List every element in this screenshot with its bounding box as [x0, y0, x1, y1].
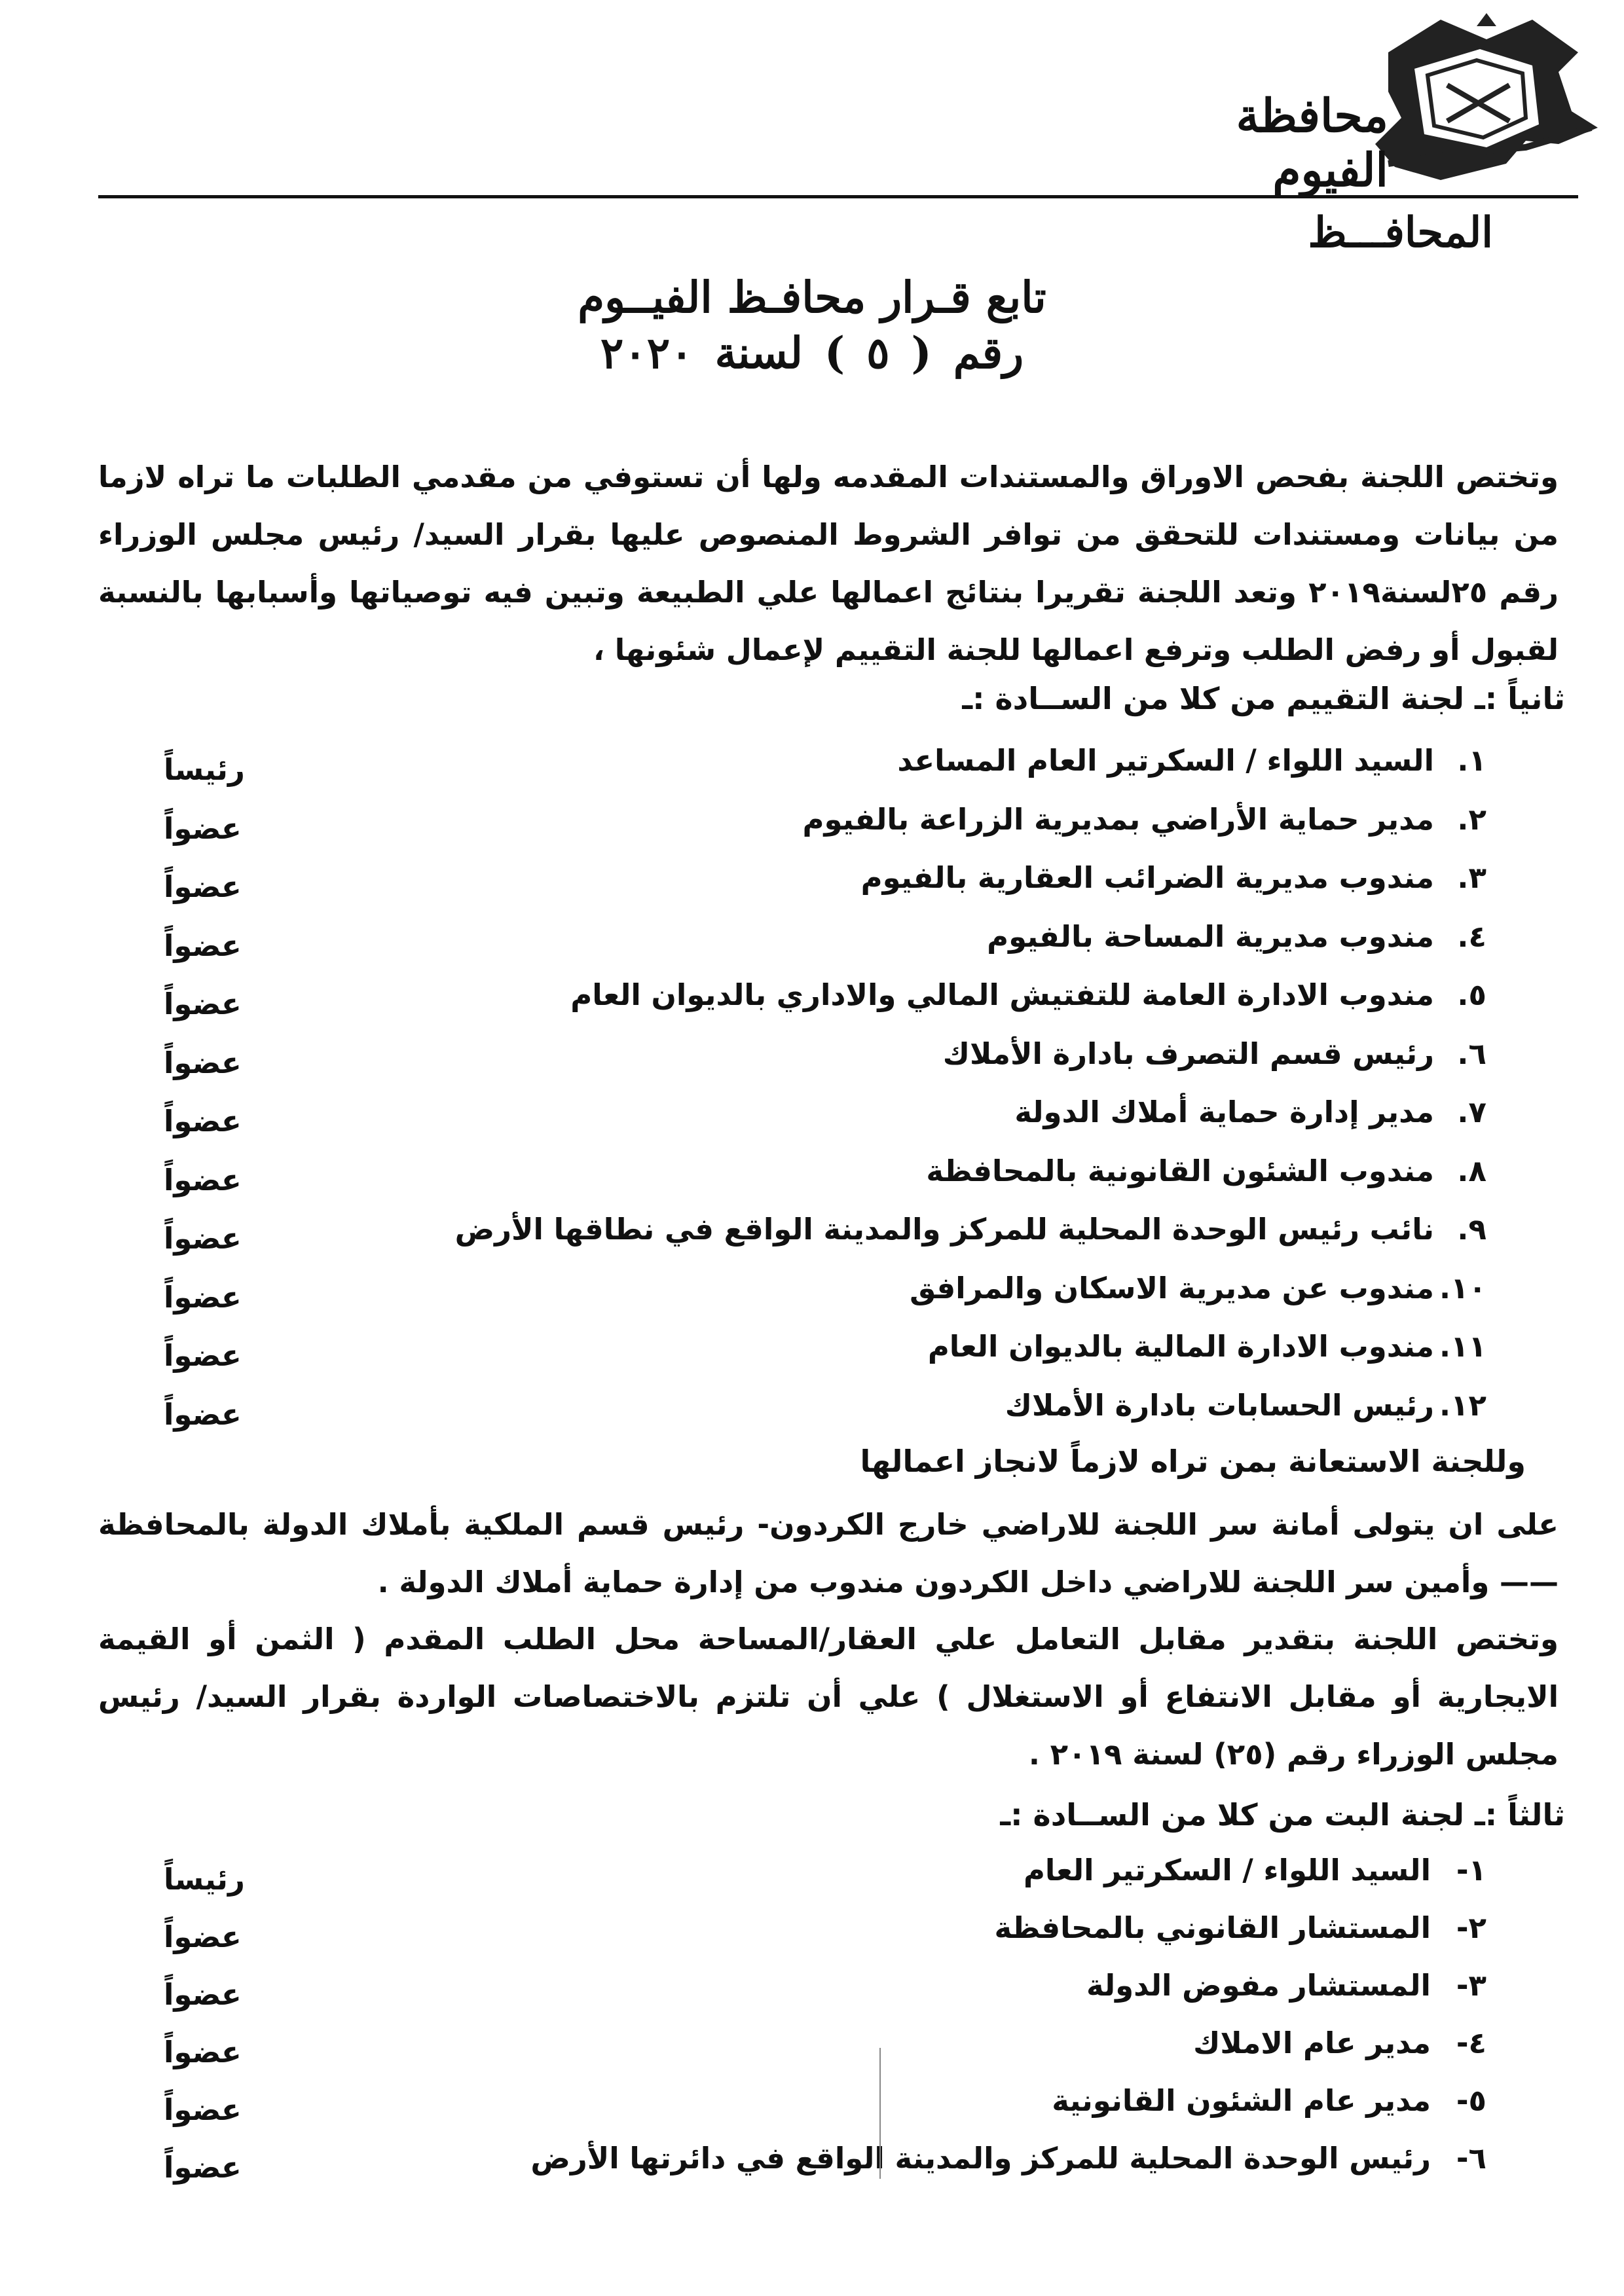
committee-member-row	[164, 1329, 1486, 1388]
committee-member-row	[164, 2026, 1486, 2085]
member-title: السيد اللواء / السكرتير العام	[1023, 1853, 1431, 1887]
member-role: عضواً	[164, 1221, 242, 1256]
member-role: عضواً	[164, 2035, 242, 2069]
member-number: ٤-	[1456, 2026, 1486, 2060]
member-title: مندوب الادارة العامة للتفتيش المالي والاداري بالديوان العام	[570, 977, 1434, 1012]
member-title: المستشار مفوض الدولة	[1086, 1968, 1431, 2003]
committee-member-row	[164, 1095, 1486, 1154]
member-title: مدير عام الاملاك	[1193, 2026, 1431, 2060]
member-number: ٦-	[1456, 2141, 1486, 2176]
scan-artifact-line	[879, 2048, 881, 2179]
committee-member-row	[164, 1853, 1486, 1912]
committee-member-row	[164, 1271, 1486, 1330]
committee-member-row	[164, 2141, 1486, 2200]
member-title: السيد اللواء / السكرتير العام المساعد	[897, 743, 1434, 778]
secretariat-paragraph: على ان يتولى أمانة سر اللجنة للاراضي خارج الكردون- رئيس قسم الملكية بأملاك الدولة بالمحافظة —— وأمين سر اللجنة للاراضي داخل الكردون مندوب من إدارة حماية أملاك الدولة .	[98, 1507, 1559, 1599]
member-role: عضواً	[164, 1045, 242, 1080]
governorate-logo-icon	[1362, 13, 1604, 190]
member-title: نائب رئيس الوحدة المحلية للمركز والمدينة الواقع في نطاقها الأرض	[454, 1212, 1434, 1247]
member-number: ١١.	[1439, 1329, 1486, 1364]
member-number: ٨.	[1457, 1153, 1486, 1188]
member-role: عضواً	[164, 1104, 242, 1139]
member-number: ٣.	[1457, 860, 1486, 895]
member-number: ١-	[1456, 1853, 1486, 1887]
member-number: ١٠.	[1439, 1270, 1486, 1305]
committee-member-row	[164, 977, 1486, 1036]
member-title: رئيس الوحدة المحلية للمركز والمدينة الواقع في دائرتها الأرض	[530, 2141, 1431, 2176]
member-title: مندوب عن مديرية الاسكان والمرافق	[910, 1270, 1434, 1305]
decree-number: رقم ( ٥ ) لسنة ٢٠٢٠	[600, 327, 1024, 378]
member-number: ٧.	[1457, 1095, 1486, 1129]
committee-member-row	[164, 1154, 1486, 1212]
evaluation-committee-heading: ثانياً :ـ لجنة التقييم من كلا من الســادة :ـ	[962, 681, 1565, 716]
member-role: عضواً	[164, 928, 242, 963]
member-role: عضواً	[164, 2150, 242, 2185]
committee-member-row	[164, 1910, 1486, 1969]
committee-member-row	[164, 2083, 1486, 2142]
member-role: عضواً	[164, 811, 242, 846]
member-role: عضواً	[164, 1920, 242, 1954]
member-number: ١٢.	[1439, 1387, 1486, 1423]
committee-duties-paragraph: وتختص اللجنة بفحص الاوراق والمستندات المقدمه ولها أن تستوفي من مقدمي الطلبات ما تراه لازما من بيانات ومستندات للتحقق من توافر الشروط المنصوص عليها بقرار السيد/ رئيس مجلس الوزراء رقم ٢٥لسنة٢٠١٩ وتعد اللجنة تقريرا بنتائج اعمالها علي الطبيعة وتبين فيه توصياتها وأسبابها بالنسبة لقبول أو رفض الطلب وترفع اعمالها للجنة التقييم لإعمال شئونها ،	[98, 460, 1559, 667]
member-number: ٢-	[1456, 1910, 1486, 1945]
member-title: مندوب الشئون القانونية بالمحافظة	[926, 1153, 1434, 1188]
member-number: ٩.	[1457, 1212, 1486, 1247]
member-number: ٥.	[1457, 977, 1486, 1012]
header-divider	[98, 195, 1578, 198]
member-title: مدير إدارة حماية أملاك الدولة	[1014, 1095, 1434, 1129]
member-number: ٥-	[1456, 2083, 1486, 2118]
committee-member-row	[164, 743, 1486, 802]
member-role: عضواً	[164, 2092, 242, 2127]
member-title: مدير حماية الأراضي بمديرية الزراعة بالفيوم	[802, 801, 1434, 837]
member-title: رئيس الحسابات بادارة الأملاك	[1005, 1387, 1434, 1423]
assistance-note: وللجنة الاستعانة بمن تراه لازماً لانجاز اعمالها	[860, 1444, 1526, 1479]
member-role: عضواً	[164, 987, 242, 1021]
member-number: ٢.	[1457, 801, 1486, 837]
member-number: ٦.	[1457, 1036, 1486, 1071]
committee-member-row	[164, 1212, 1486, 1271]
member-number: ٤.	[1457, 919, 1486, 954]
member-title: رئيس قسم التصرف بادارة الأملاك	[942, 1036, 1434, 1071]
valuation-duties-paragraph: وتختص اللجنة بتقدير مقابل التعامل علي العقار/المساحة محل الطلب المقدم ( الثمن أو القيمة الايجارية أو مقابل الانتفاع أو الاستغلال ) علي أن تلتزم بالاختصاصات الواردة بقرار السيد/ رئيس مجلس الوزراء رقم (٢٥) لسنة ٢٠١٩ .	[98, 1622, 1559, 1772]
committee-member-row	[164, 1388, 1486, 1447]
governor-heading: المحافـــظ	[1308, 208, 1493, 257]
governorate-name: محافظة الفيوم	[1236, 88, 1388, 197]
member-role: عضواً	[164, 1977, 242, 2012]
member-title: المستشار القانوني بالمحافظة	[994, 1910, 1431, 1945]
decree-title: تابع قـرار محافـظ الفيــوم	[578, 272, 1046, 323]
member-title: مندوب الادارة المالية بالديوان العام	[927, 1329, 1434, 1364]
member-role: عضواً	[164, 869, 242, 904]
member-number: ١.	[1457, 743, 1486, 778]
member-number: ٣-	[1456, 1968, 1486, 2003]
committee-member-row	[164, 860, 1486, 919]
member-role: عضواً	[164, 1396, 242, 1432]
member-role: رئيساً	[164, 1862, 245, 1897]
committee-member-row	[164, 919, 1486, 978]
committee-member-row	[164, 1036, 1486, 1095]
decision-committee-heading: ثالثاً :ـ لجنة البت من كلا من الســادة :ـ	[1000, 1797, 1565, 1832]
member-title: مدير عام الشئون القانونية	[1052, 2083, 1431, 2118]
member-role: رئيساً	[164, 752, 245, 787]
member-title: مندوب مديرية المساحة بالفيوم	[987, 919, 1434, 954]
member-role: عضواً	[164, 1338, 242, 1373]
committee-member-row	[164, 802, 1486, 861]
member-role: عضواً	[164, 1279, 242, 1315]
member-title: مندوب مديرية الضرائب العقارية بالفيوم	[860, 860, 1434, 895]
committee-member-row	[164, 1968, 1486, 2027]
member-role: عضواً	[164, 1162, 242, 1197]
